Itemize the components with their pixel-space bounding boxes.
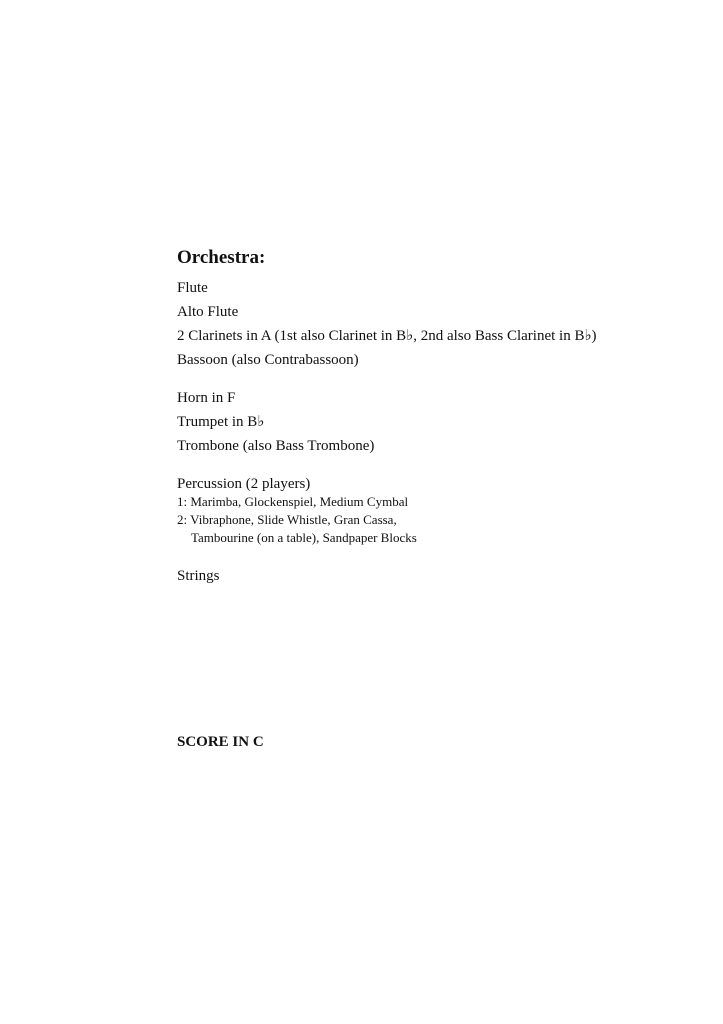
orchestra-heading: Orchestra: <box>177 247 266 268</box>
brass-section <box>177 389 697 455</box>
instrument-trumpet: Trumpet in B♭ <box>177 414 265 430</box>
percussion-player-2: 2: Vibraphone, Slide Whistle, Gran Cassa, <box>177 512 397 527</box>
strings-section: Strings <box>177 568 220 584</box>
instrument-bassoon: Bassoon (also Contrabassoon) <box>177 352 359 368</box>
instrument-horn: Horn in F <box>177 390 236 406</box>
instrument-alto-flute: Alto Flute <box>177 304 239 320</box>
instrument-flute: Flute <box>177 280 208 296</box>
percussion-title: Percussion (2 players) <box>177 476 311 492</box>
percussion-section <box>177 475 697 547</box>
percussion-player-2-continued: Tambourine (on a table), Sandpaper Blocks <box>191 530 417 545</box>
instrumentation-list <box>177 246 697 585</box>
instrument-clarinets: 2 Clarinets in A (1st also Clarinet in B♭, 2nd also Bass Clarinet in B♭) <box>177 328 597 344</box>
percussion-player-1: 1: Marimba, Glockenspiel, Medium Cymbal <box>177 494 409 509</box>
score-in-c-note: SCORE IN C <box>177 734 264 750</box>
woodwinds-section <box>177 279 697 369</box>
instrument-trombone: Trombone (also Bass Trombone) <box>177 438 375 454</box>
